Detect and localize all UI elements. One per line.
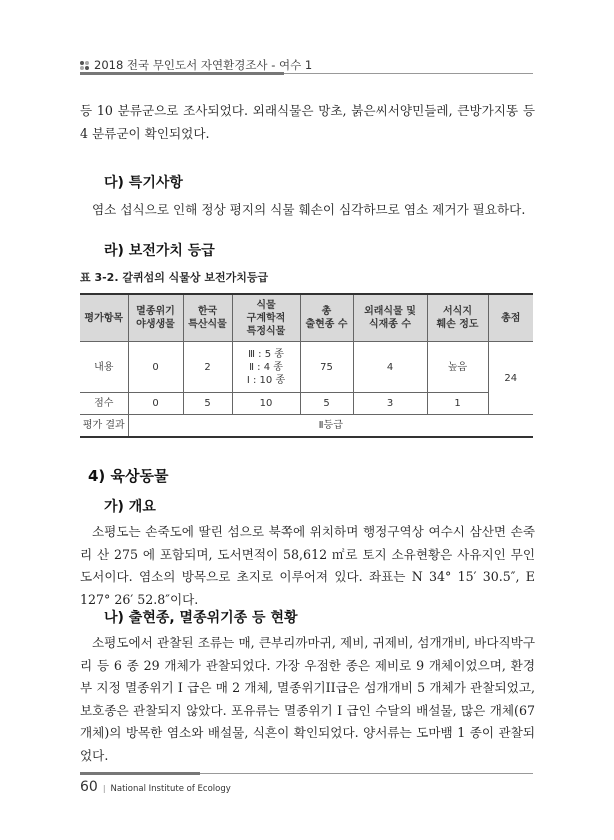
- col-header: 외래식물 및 식재종 수: [353, 294, 427, 342]
- table-cell: 0: [128, 393, 183, 415]
- heading-special-notes: 다) 특기사항: [104, 175, 183, 191]
- table-cell: 3: [353, 393, 427, 415]
- footer-rule-thin: [200, 773, 533, 774]
- table-cell: 높음: [427, 342, 488, 393]
- table-caption: 표 3-2. 갈퀴섬의 식물상 보전가치등급: [80, 271, 269, 284]
- table-cell: 0: [128, 342, 183, 393]
- table-cell: 5: [300, 393, 353, 415]
- heading-conservation-grade: 라) 보전가치 등급: [104, 243, 215, 259]
- overview-text: 소평도는 손죽도에 딸린 섬으로 북쪽에 위치하며 행정구역상 여수시 삼산면 손죽리 산 275 에 포함되며, 도서면적이 58,612 ㎡로 토지 소유현황은 사유지인 무인도서이다. 염소의 방목으로 초지로 이루어져 있다. 좌표는 N 34° 15′ 30.5″, E 127° 26′ 52.8″이다.: [80, 524, 535, 607]
- col-header: 총 출현종 수: [300, 294, 353, 342]
- table-cell: 75: [300, 342, 353, 393]
- publisher-name: National Institute of Ecology: [110, 784, 231, 794]
- table-cell: 5: [183, 393, 232, 415]
- footer: [80, 779, 231, 795]
- col-header: 평가항목: [80, 294, 128, 342]
- table-cell: 1: [427, 393, 488, 415]
- col-header: 서식지 훼손 정도: [427, 294, 488, 342]
- page-number: 60: [80, 779, 98, 795]
- table-cell: 평가 결과: [80, 415, 128, 437]
- table-cell: 점수: [80, 393, 128, 415]
- header-rule-thick: [80, 72, 284, 75]
- table-cell: Ⅲ : 5 종 Ⅱ : 4 종 Ⅰ : 10 종: [232, 342, 300, 393]
- species-status-text: 소평도에서 관찰된 조류는 매, 큰부리까마귀, 제비, 귀제비, 섬개개비, 바다직박구리 등 6 종 29 개체가 관찰되었다. 가장 우점한 종은 제비로 9 개체이었으며, 환경부 지정 멸종위기 I 급은 매 2 개체, 멸종위기II급은 섬개개비 5 개체가 관찰되었고, 보호종은 관찰되지 않았다. 포유류는 멸종위기 I 급인 수달의 배설물, 많은 개체(67 개체)의 방목한 염소와 배설물, 식흔이 확인되었다. 양서류는 도마뱀 1 종이 관찰되었다.: [80, 635, 535, 763]
- special-notes-text: 염소 섭식으로 인해 정상 평지의 식물 훼손이 심각하므로 염소 제거가 필요하다.: [92, 202, 526, 217]
- header-title: 2018 전국 무인도서 자연환경조사 - 여수 1: [94, 58, 313, 72]
- intro-paragraph: 등 10 분류군으로 조사되었다. 외래식물은 망초, 붉은씨서양민들레, 큰방가지똥 등 4 분류군이 확인되었다.: [80, 103, 535, 141]
- header-dots-icon: [80, 61, 89, 70]
- heading-overview: 가) 개요: [104, 499, 156, 515]
- table-cell: 4: [353, 342, 427, 393]
- footer-rule-thick: [80, 772, 200, 775]
- col-header: 총점: [488, 294, 533, 342]
- table-cell: 내용: [80, 342, 128, 393]
- table-cell: 2: [183, 342, 232, 393]
- total-score-cell: 24: [488, 342, 533, 415]
- result-value-cell: Ⅱ등급: [128, 415, 533, 437]
- table-row-score: [80, 393, 533, 415]
- heading-species-status: 나) 출현종, 멸종위기종 등 현황: [104, 610, 298, 626]
- table-header-row: [80, 294, 533, 342]
- table-cell: 10: [232, 393, 300, 415]
- table-row-content: [80, 342, 533, 393]
- heading-land-animals: 4) 육상동물: [88, 467, 169, 485]
- header-rule-thin: [284, 73, 533, 74]
- footer-separator: |: [102, 784, 106, 793]
- table-row-result: [80, 415, 533, 437]
- col-header: 멸종위기 야생생물: [128, 294, 183, 342]
- conservation-table: [80, 293, 533, 438]
- col-header: 한국 특산식물: [183, 294, 232, 342]
- col-header: 식물 구계학적 특정식물: [232, 294, 300, 342]
- running-header: [80, 57, 312, 73]
